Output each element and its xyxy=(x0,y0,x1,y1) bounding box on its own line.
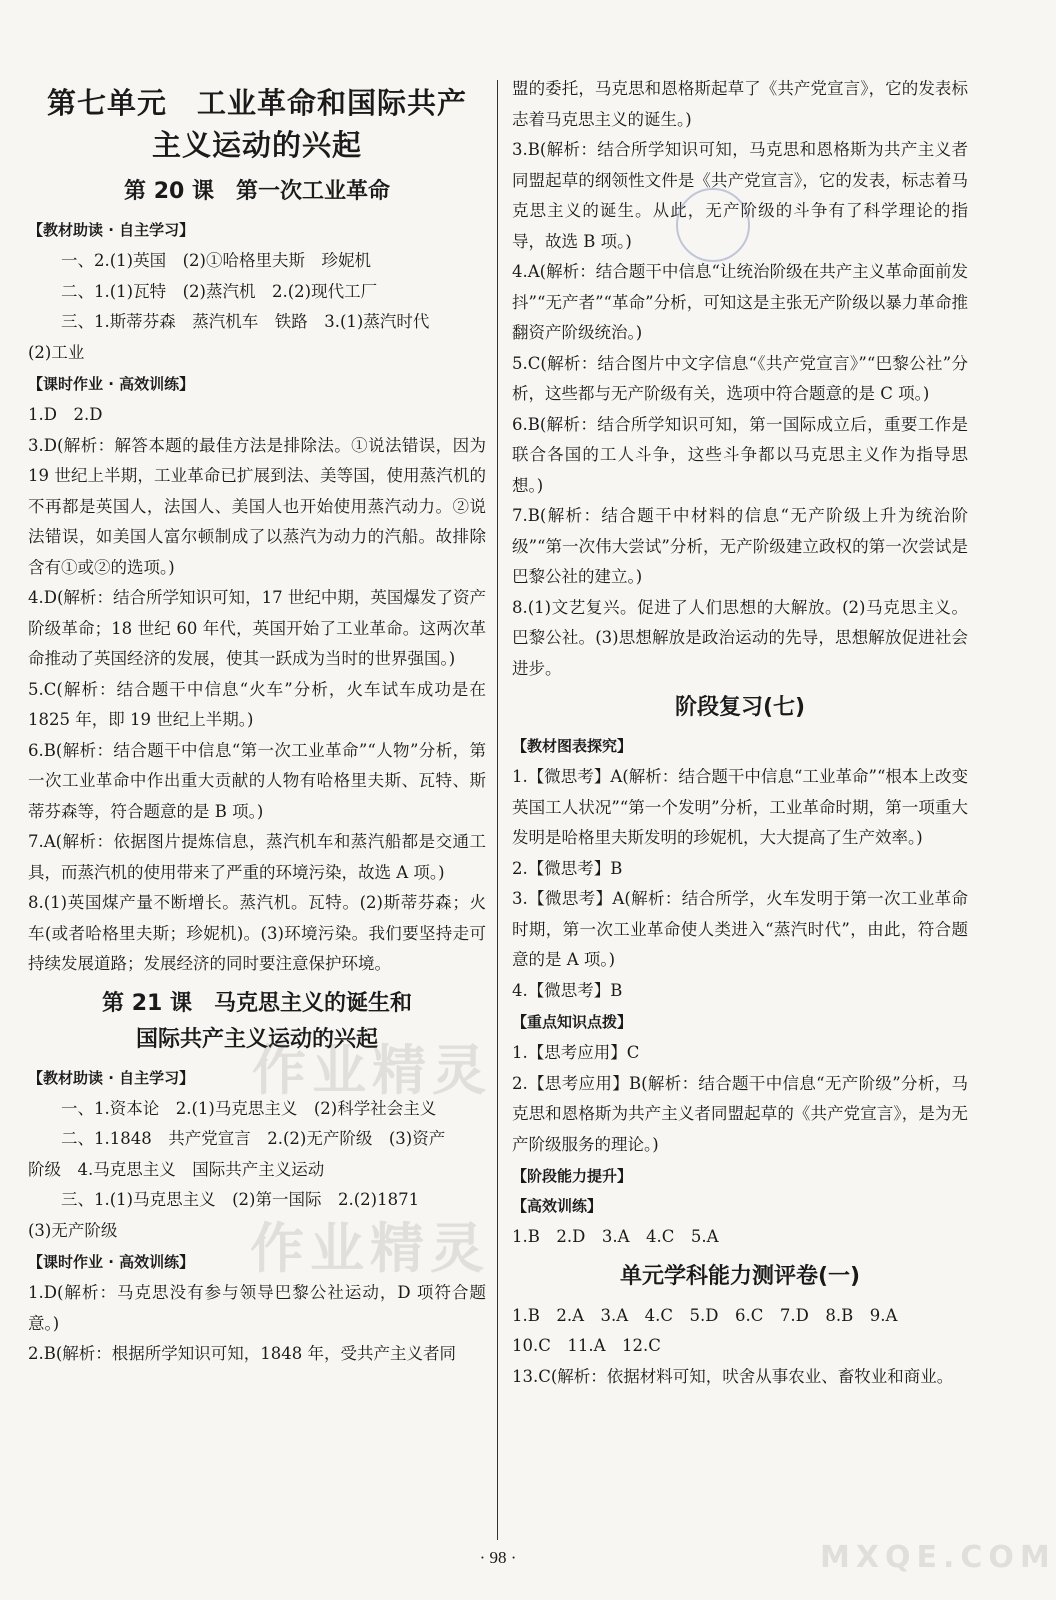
review-title: 阶段复习(七) xyxy=(674,695,806,720)
l20-section-reading: 【教材助读 · 自主学习】 xyxy=(28,221,195,239)
l21-reading-line: (3)无产阶级 xyxy=(28,1220,118,1240)
l20-answer: 3.D(解析：解答本题的最佳方法是排除法。①说法错误，因为 19 世纪上半期，工业革命已扩展到法、美等国，使用蒸汽机的不再都是英国人，法国人、美国人也开始使用蒸汽动力。②说法错误，如美国人富尔顿制成了以蒸汽为动力的汽船。故排除含有①或②的选项。) xyxy=(28,435,486,577)
test-title: 单元学科能力测评卷(一) xyxy=(619,1263,861,1289)
l21-section-homework: 【课时作业 · 高效训练】 xyxy=(28,1253,195,1271)
chart-answer: 1.【微思考】A(解析：结合题干中信息“工业革命”“根本上改变英国工人状况”“第一个发明”分析，工业革命时期，第一项重大发明是哈格里夫斯发明的珍妮机，大大提高了生产效率。) xyxy=(512,767,968,847)
lesson-21-title-line-2: 国际共产主义运动的兴起 xyxy=(135,1026,378,1052)
test-answers: 10.C 11.A 12.C xyxy=(512,1336,661,1355)
lesson-21-title-line-1: 第 21 课 马克思主义的诞生和 xyxy=(102,990,412,1016)
watermark-site: MXQE.COM xyxy=(820,1540,1056,1575)
l20-section-homework: 【课时作业 · 高效训练】 xyxy=(28,375,195,393)
l20-answer: 5.C(解析：结合题干中信息“火车”分析，火车试车成功是在 1825 年，即 19 世纪上半期。) xyxy=(28,679,486,729)
chart-answer: 4.【微思考】B xyxy=(512,980,623,1000)
watermark: 作业精灵 xyxy=(252,1039,492,1102)
unit-title-line-1: 第七单元 工业革命和国际共产 xyxy=(46,86,467,120)
unit-title-line-2: 主义运动的兴起 xyxy=(151,128,362,162)
l21-answer: 7.B(解析：结合题干中材料的信息“无产阶级上升为统治阶级”“第一次伟大尝试”分析，无产阶级建立政权的第一次尝试是巴黎公社的建立。) xyxy=(512,506,968,586)
l20-answer: 7.A(解析：依据图片提炼信息，蒸汽机车和蒸汽船都是交通工具，而蒸汽机的使用带来了严重的环境污染，故选 A 项。) xyxy=(28,832,486,882)
test-answers: 1.B 2.A 3.A 4.C 5.D 6.C 7.D 8.B 9.A xyxy=(512,1305,898,1325)
l20-reading-line: (2)工业 xyxy=(28,342,85,362)
l20-reading-line: 一、2.(1)英国 (2)①哈格里夫斯 珍妮机 xyxy=(61,251,371,270)
unit-title xyxy=(28,82,486,166)
chart-answer: 2.【微思考】B xyxy=(512,858,623,878)
l21-answer: 1.D(解析：马克思没有参与领导巴黎公社运动，D 项符合题意。) xyxy=(28,1283,486,1333)
key-answer: 1.【思考应用】C xyxy=(512,1043,640,1062)
section-key-points: 【重点知识点拨】 xyxy=(512,1013,633,1031)
page-number: · 98 · xyxy=(479,1548,517,1567)
column-divider xyxy=(497,80,498,1540)
test-answer: 13.C(解析：依据材料可知，吠舍从事农业、畜牧业和商业。 xyxy=(512,1366,954,1386)
left-column xyxy=(28,72,486,1370)
stamp-mark xyxy=(676,188,750,262)
l21-reading-line: 一、1.资本论 2.(1)马克思主义 (2)科学社会主义 xyxy=(61,1098,437,1118)
watermark: 作业精灵 xyxy=(250,1217,490,1280)
section-chart-inquiry: 【教材图表探究】 xyxy=(512,737,633,755)
l21-reading-line: 二、1.1848 共产党宣言 2.(2)无产阶级 (3)资产 xyxy=(61,1129,446,1148)
chart-answer: 3.【微思考】A(解析：结合所学，火车发明于第一次工业革命时期，第一次工业革命使人类进入“蒸汽时代”，由此，符合题意的是 A 项。) xyxy=(512,889,968,969)
l21-reading-line: 阶级 4.马克思主义 国际共产主义运动 xyxy=(28,1159,325,1179)
section-training: 【高效训练】 xyxy=(512,1197,603,1215)
l21-section-reading: 【教材助读 · 自主学习】 xyxy=(28,1068,195,1087)
key-answer: 2.【思考应用】B(解析：结合题干中信息“无产阶级”分析，马克思和恩格斯为共产主义者同盟起草的《共产党宣言》，是为无产阶级服务的理论。) xyxy=(512,1073,968,1154)
l21-answer: 2.B(解析：根据所学知识可知，1848 年，受共产主义者同 xyxy=(28,1344,457,1363)
l21-answer: 5.C(解析：结合图片中文字信息“《共产党宣言》”“巴黎公社”分析，这些都与无产阶级有关，选项中符合题意的是 C 项。) xyxy=(512,353,968,403)
l20-answer: 1.D 2.D xyxy=(28,405,103,424)
l20-reading-line: 三、1.斯蒂芬森 蒸汽机车 铁路 3.(1)蒸汽时代 xyxy=(61,312,430,331)
l20-answer: 6.B(解析：结合题干中信息“第一次工业革命”“人物”分析，第一次工业革命中作出重大贡献的人物有哈格里夫斯、瓦特、斯蒂芬森等，符合题意的是 B 项。) xyxy=(28,740,486,821)
l21-answer: 8.(1)文艺复兴。促进了人们思想的大解放。(2)马克思主义。巴黎公社。(3)思想解放是政治运动的先导，思想解放促进社会进步。 xyxy=(512,597,968,678)
l21-answer: 6.B(解析：结合所学知识可知，第一国际成立后，重要工作是联合各国的工人斗争，这些斗争都以马克思主义作为指导思想。) xyxy=(512,414,968,495)
l20-answer: 8.(1)英国煤产量不断增长。蒸汽机。瓦特。(2)斯蒂芬森；火车(或者哈格里夫斯；珍妮机)。(3)环境污染。我们要坚持走可持续发展道路；发展经济的同时要注意保护环境。 xyxy=(28,893,486,973)
l21-reading-line: 三、1.(1)马克思主义 (2)第一国际 2.(2)1871 xyxy=(61,1190,420,1209)
l20-answer: 4.D(解析：结合所学知识可知，17 世纪中期，英国爆发了资产阶级革命；18 世纪 60 年代，英国开始了工业革命。这两次革命推动了英国经济的发展，使其一跃成为当时的世界强国。) xyxy=(28,588,486,668)
section-ability: 【阶段能力提升】 xyxy=(512,1167,633,1185)
training-answers: 1.B 2.D 3.A 4.C 5.A xyxy=(512,1227,719,1246)
lesson-20-title: 第 20 课 第一次工业革命 xyxy=(124,179,390,204)
l21-answer-continued: 盟的委托，马克思和恩格斯起草了《共产党宣言》，它的发表标志着马克思主义的诞生。) xyxy=(512,79,968,129)
l20-reading-line: 二、1.(1)瓦特 (2)蒸汽机 2.(2)现代工厂 xyxy=(61,281,378,301)
right-column xyxy=(512,74,968,1392)
l21-answer: 4.A(解析：结合题干中信息“让统治阶级在共产主义革命面前发抖”“无产者”“革命”分析，可知这是主张无产阶级以暴力革命推翻资产阶级统治。) xyxy=(512,262,968,342)
l21-answer: 3.B(解析：结合所学知识可知，马克思和恩格斯为共产主义者同盟起草的纲领性文件是《共产党宣言》，它的发表，标志着马克思主义的诞生。从此，无产阶级的斗争有了科学理论的指导，故选 B 项。) xyxy=(512,140,968,251)
